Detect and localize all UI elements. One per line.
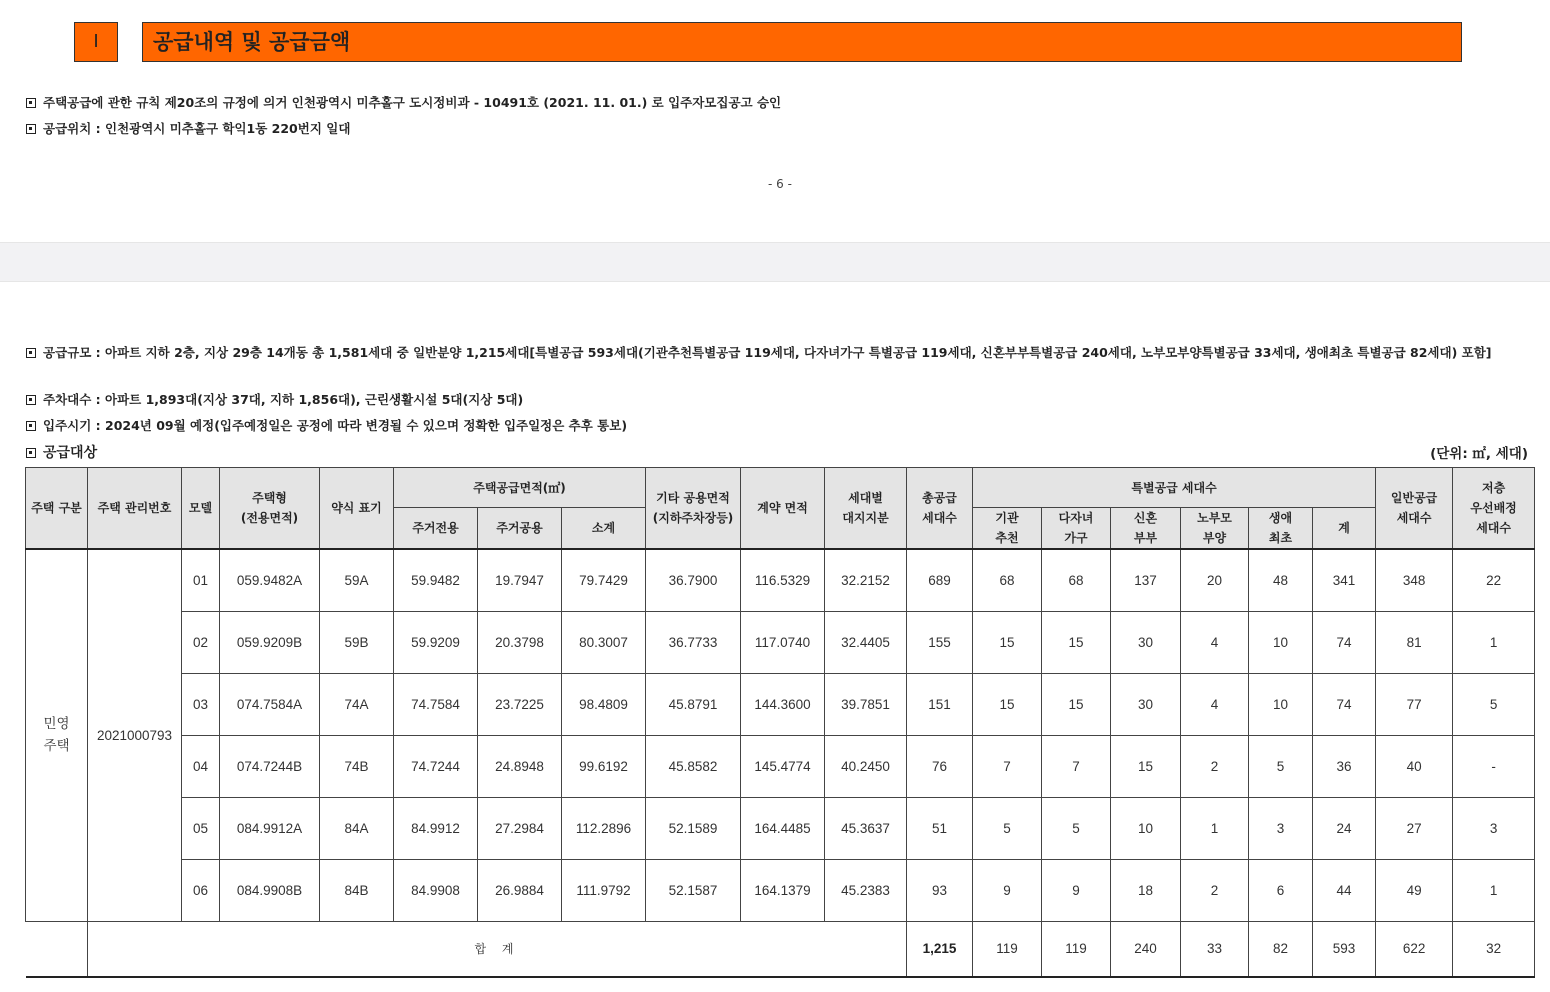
- cell-special-sum: 44: [1313, 859, 1376, 921]
- cell-institution: 68: [973, 549, 1042, 611]
- cell-general-units: 348: [1376, 549, 1453, 611]
- cell-general-units: 81: [1376, 611, 1453, 673]
- note-text: 공급위치 : 인천광역시 미추홀구 학익1동 220번지 일대: [43, 121, 351, 136]
- bullet-square-icon: [26, 348, 36, 358]
- cell-subtotal: 80.3007: [562, 611, 646, 673]
- cell-multi-child: 5: [1042, 797, 1111, 859]
- table-row: [26, 735, 1535, 797]
- bullet-square-icon: [26, 421, 36, 431]
- cell-common: 26.9884: [478, 859, 562, 921]
- header-elderly: 노부모 부양: [1181, 508, 1249, 550]
- note-text: 공급규모 : 아파트 지하 2층, 지상 29층 14개동 총 1,581세대 중 일반분양 1,215세대[특별공급 593세대(기관추천특별공급 119세대, 다자녀가구 특별공급 119세대, 신혼부부특별공급 240세대, 노부모부양특별공급 33세대, 생애최초 특별공급 82세대) 포함]: [43, 345, 1492, 360]
- cell-institution: 9: [973, 859, 1042, 921]
- unit-label: (단위: ㎡, 세대): [1430, 446, 1528, 462]
- cell-contract-area: 164.1379: [741, 859, 825, 921]
- header-low-floor: 저층 우선배정 세대수: [1453, 468, 1535, 550]
- cell-land-share: 32.2152: [825, 549, 907, 611]
- cell-subtotal: 112.2896: [562, 797, 646, 859]
- note-approval: [26, 93, 781, 111]
- header-subtotal: 소계: [562, 508, 646, 550]
- cell-total-label: 합 계: [88, 921, 907, 977]
- header-kind: 주택 구분: [26, 468, 88, 550]
- cell-exclusive: 84.9912: [394, 797, 478, 859]
- cell-exclusive: 59.9482: [394, 549, 478, 611]
- cell-newlywed: 15: [1111, 735, 1181, 797]
- table-row: [26, 549, 1535, 611]
- cell-low-floor: 22: [1453, 549, 1535, 611]
- cell-special-sum: 74: [1313, 673, 1376, 735]
- cell-short: 74A: [320, 673, 394, 735]
- table-row: [26, 673, 1535, 735]
- header-other-area: 기타 공용면적 (지하주차장등): [646, 468, 741, 550]
- cell-institution: 5: [973, 797, 1042, 859]
- cell-low-floor: 1: [1453, 611, 1535, 673]
- header-exclusive: 주거전용: [394, 508, 478, 550]
- cell-special-sum: 593: [1313, 921, 1376, 977]
- cell-contract-area: 117.0740: [741, 611, 825, 673]
- cell-type: 074.7584A: [220, 673, 320, 735]
- cell-short: 74B: [320, 735, 394, 797]
- cell-short: 59A: [320, 549, 394, 611]
- subsection-title: [26, 442, 97, 462]
- subsection-title-text: 공급대상: [43, 445, 98, 461]
- cell-other-area: 52.1589: [646, 797, 741, 859]
- cell-common: 27.2984: [478, 797, 562, 859]
- cell-elderly: 1: [1181, 797, 1249, 859]
- note-text: 입주시기 : 2024년 09월 예정(입주예정일은 공정에 따라 변경될 수 있으며 정확한 입주일정은 추후 통보): [43, 418, 628, 433]
- header-first-time: 생애 최초: [1249, 508, 1313, 550]
- cell-special-sum: 24: [1313, 797, 1376, 859]
- cell-elderly: 4: [1181, 673, 1249, 735]
- cell-multi-child: 68: [1042, 549, 1111, 611]
- cell-total-units: 51: [907, 797, 973, 859]
- cell-general-units: 49: [1376, 859, 1453, 921]
- cell-short: 84A: [320, 797, 394, 859]
- cell-low-floor: -: [1453, 735, 1535, 797]
- cell-first-time: 82: [1249, 921, 1313, 977]
- cell-common: 23.7225: [478, 673, 562, 735]
- bullet-square-icon: [26, 448, 36, 458]
- cell-elderly: 2: [1181, 859, 1249, 921]
- table-row: [26, 611, 1535, 673]
- cell-total-units: 689: [907, 549, 973, 611]
- cell-total-units: 1,215: [907, 921, 973, 977]
- cell-first-time: 10: [1249, 673, 1313, 735]
- cell-type: 059.9482A: [220, 549, 320, 611]
- section-number: Ⅰ: [74, 22, 118, 62]
- cell-contract-area: 145.4774: [741, 735, 825, 797]
- header-type: 주택형 (전용면적): [220, 468, 320, 550]
- table-row: [26, 797, 1535, 859]
- cell-model: 03: [182, 673, 220, 735]
- cell-general-units: 77: [1376, 673, 1453, 735]
- note-location: [26, 119, 350, 137]
- cell-newlywed: 30: [1111, 673, 1181, 735]
- bullet-square-icon: [26, 124, 36, 134]
- cell-newlywed: 18: [1111, 859, 1181, 921]
- header-newlywed: 신혼 부부: [1111, 508, 1181, 550]
- header-total-units: 총공급 세대수: [907, 468, 973, 550]
- cell-general-units: 27: [1376, 797, 1453, 859]
- cell-land-share: 45.2383: [825, 859, 907, 921]
- cell-total-units: 76: [907, 735, 973, 797]
- cell-subtotal: 79.7429: [562, 549, 646, 611]
- cell-institution: 15: [973, 673, 1042, 735]
- cell-other-area: 52.1587: [646, 859, 741, 921]
- cell-general-units: 40: [1376, 735, 1453, 797]
- header-special-sum: 계: [1313, 508, 1376, 550]
- bullet-square-icon: [26, 98, 36, 108]
- cell-other-area: 45.8791: [646, 673, 741, 735]
- cell-short: 59B: [320, 611, 394, 673]
- cell-total-units: 155: [907, 611, 973, 673]
- cell-other-area: 36.7733: [646, 611, 741, 673]
- cell-contract-area: 164.4485: [741, 797, 825, 859]
- supply-table: [25, 467, 1535, 978]
- note-scale: [26, 342, 1538, 363]
- cell-multi-child: 9: [1042, 859, 1111, 921]
- table-row: [26, 859, 1535, 921]
- note-parking: [26, 390, 523, 408]
- cell-multi-child: 15: [1042, 673, 1111, 735]
- cell-multi-child: 15: [1042, 611, 1111, 673]
- cell-subtotal: 98.4809: [562, 673, 646, 735]
- cell-institution: 119: [973, 921, 1042, 977]
- cell-type: 074.7244B: [220, 735, 320, 797]
- cell-model: 01: [182, 549, 220, 611]
- cell-first-time: 48: [1249, 549, 1313, 611]
- cell-first-time: 6: [1249, 859, 1313, 921]
- cell-type: 084.9908B: [220, 859, 320, 921]
- header-land-share: 세대별 대지지분: [825, 468, 907, 550]
- note-move-in: [26, 416, 627, 434]
- cell-elderly: 2: [1181, 735, 1249, 797]
- cell-exclusive: 74.7244: [394, 735, 478, 797]
- cell-land-share: 45.3637: [825, 797, 907, 859]
- cell-kind: 민영 주택: [26, 549, 88, 921]
- section-title: 공급내역 및 공급금액: [142, 22, 1462, 62]
- header-special-group: 특별공급 세대수: [973, 468, 1376, 508]
- cell-land-share: 40.2450: [825, 735, 907, 797]
- cell-common: 24.8948: [478, 735, 562, 797]
- cell-common: 19.7947: [478, 549, 562, 611]
- header-short: 약식 표기: [320, 468, 394, 550]
- cell-institution: 15: [973, 611, 1042, 673]
- cell-newlywed: 137: [1111, 549, 1181, 611]
- cell-total-units: 93: [907, 859, 973, 921]
- bullet-square-icon: [26, 395, 36, 405]
- cell-newlywed: 10: [1111, 797, 1181, 859]
- cell-low-floor: 32: [1453, 921, 1535, 977]
- cell-first-time: 10: [1249, 611, 1313, 673]
- page-number: - 6 -: [768, 177, 792, 191]
- cell-special-sum: 74: [1313, 611, 1376, 673]
- header-mgmt-no: 주택 관리번호: [88, 468, 182, 550]
- header-area-group: 주택공급면적(㎡): [394, 468, 646, 508]
- cell-total-empty: [26, 921, 88, 977]
- cell-subtotal: 99.6192: [562, 735, 646, 797]
- cell-first-time: 5: [1249, 735, 1313, 797]
- header-common: 주거공용: [478, 508, 562, 550]
- cell-model: 05: [182, 797, 220, 859]
- cell-contract-area: 144.3600: [741, 673, 825, 735]
- cell-elderly: 20: [1181, 549, 1249, 611]
- cell-newlywed: 30: [1111, 611, 1181, 673]
- cell-special-sum: 36: [1313, 735, 1376, 797]
- header-institution: 기관 추천: [973, 508, 1042, 550]
- note-text: 주택공급에 관한 규칙 제20조의 규정에 의거 인천광역시 미추홀구 도시정비과 - 10491호 (2021. 11. 01.) 로 입주자모집공고 승인: [43, 95, 782, 110]
- cell-contract-area: 116.5329: [741, 549, 825, 611]
- cell-total-units: 151: [907, 673, 973, 735]
- header-multi-child: 다자녀 가구: [1042, 508, 1111, 550]
- cell-type: 059.9209B: [220, 611, 320, 673]
- table-total-row: [26, 921, 1535, 977]
- cell-exclusive: 84.9908: [394, 859, 478, 921]
- cell-low-floor: 1: [1453, 859, 1535, 921]
- cell-low-floor: 5: [1453, 673, 1535, 735]
- cell-general-units: 622: [1376, 921, 1453, 977]
- cell-elderly: 33: [1181, 921, 1249, 977]
- page-divider: [0, 242, 1550, 282]
- cell-multi-child: 119: [1042, 921, 1111, 977]
- cell-exclusive: 59.9209: [394, 611, 478, 673]
- cell-model: 04: [182, 735, 220, 797]
- cell-exclusive: 74.7584: [394, 673, 478, 735]
- cell-elderly: 4: [1181, 611, 1249, 673]
- cell-institution: 7: [973, 735, 1042, 797]
- cell-special-sum: 341: [1313, 549, 1376, 611]
- cell-land-share: 32.4405: [825, 611, 907, 673]
- cell-other-area: 36.7900: [646, 549, 741, 611]
- header-model: 모델: [182, 468, 220, 550]
- cell-short: 84B: [320, 859, 394, 921]
- cell-mgmt-no: 2021000793: [88, 549, 182, 921]
- cell-common: 20.3798: [478, 611, 562, 673]
- cell-land-share: 39.7851: [825, 673, 907, 735]
- header-contract-area: 계약 면적: [741, 468, 825, 550]
- cell-newlywed: 240: [1111, 921, 1181, 977]
- cell-subtotal: 111.9792: [562, 859, 646, 921]
- cell-low-floor: 3: [1453, 797, 1535, 859]
- cell-model: 06: [182, 859, 220, 921]
- cell-multi-child: 7: [1042, 735, 1111, 797]
- header-general-units: 일반공급 세대수: [1376, 468, 1453, 550]
- cell-other-area: 45.8582: [646, 735, 741, 797]
- cell-model: 02: [182, 611, 220, 673]
- note-text: 주차대수 : 아파트 1,893대(지상 37대, 지하 1,856대), 근린생활시설 5대(지상 5대): [43, 392, 524, 407]
- cell-type: 084.9912A: [220, 797, 320, 859]
- cell-first-time: 3: [1249, 797, 1313, 859]
